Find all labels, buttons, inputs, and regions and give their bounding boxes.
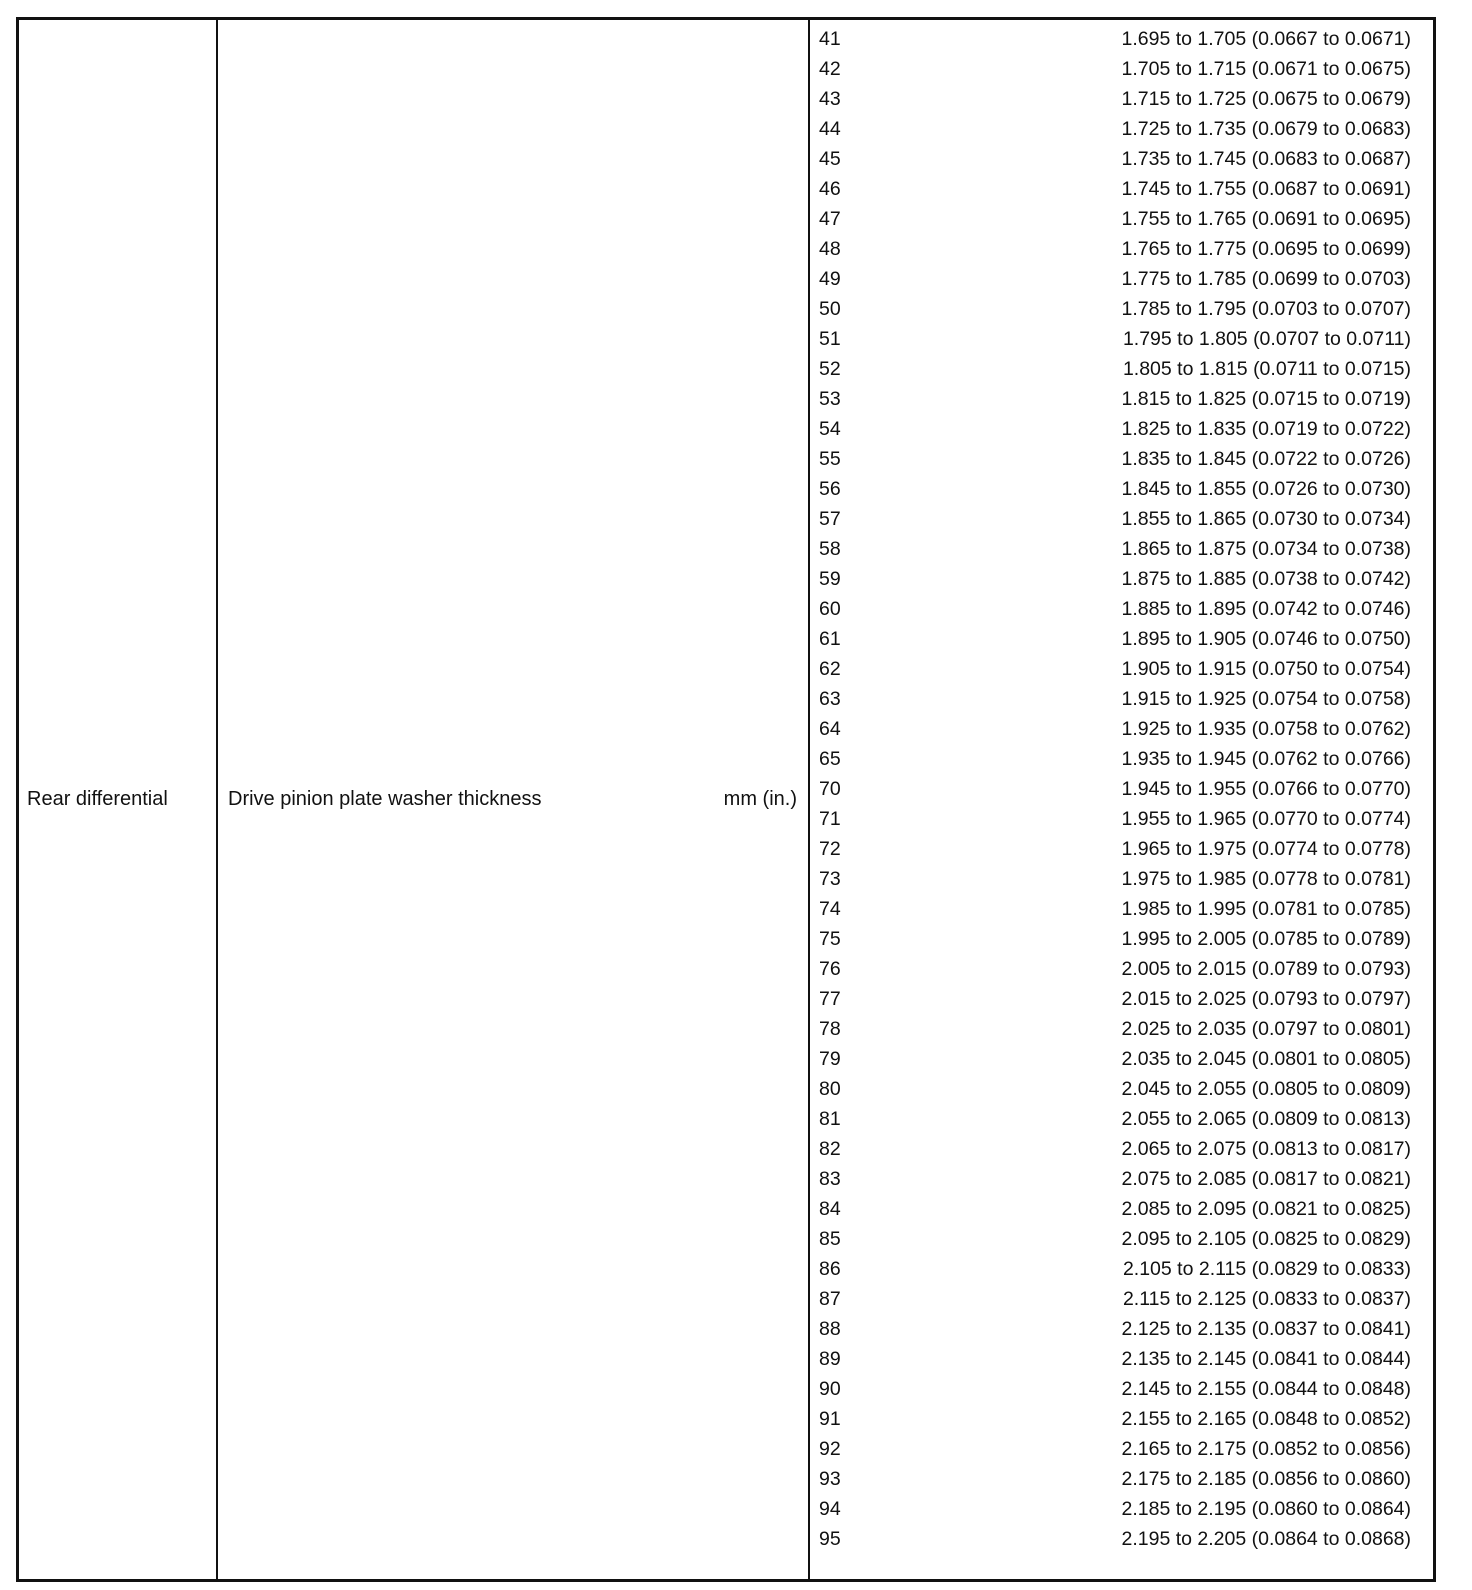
washer-thickness: 1.915 to 1.925 (0.0754 to 0.0758) bbox=[1121, 688, 1411, 710]
washer-row bbox=[810, 984, 1433, 1014]
washer-row bbox=[810, 1014, 1433, 1044]
washer-mark: 80 bbox=[819, 1078, 841, 1100]
washer-row bbox=[810, 744, 1433, 774]
washer-thickness: 1.925 to 1.935 (0.0758 to 0.0762) bbox=[1121, 718, 1411, 740]
washer-row bbox=[810, 804, 1433, 834]
washer-mark: 59 bbox=[819, 568, 841, 590]
washer-thickness: 1.985 to 1.995 (0.0781 to 0.0785) bbox=[1121, 898, 1411, 920]
washer-mark: 53 bbox=[819, 388, 841, 410]
washer-row bbox=[810, 324, 1433, 354]
washer-row bbox=[810, 384, 1433, 414]
component-label: Rear differential bbox=[27, 788, 168, 810]
washer-row bbox=[810, 1344, 1433, 1374]
washer-mark: 93 bbox=[819, 1468, 841, 1490]
washer-mark: 47 bbox=[819, 208, 841, 230]
washer-thickness: 1.705 to 1.715 (0.0671 to 0.0675) bbox=[1121, 58, 1411, 80]
washer-row bbox=[810, 1524, 1433, 1554]
washer-thickness: 1.875 to 1.885 (0.0738 to 0.0742) bbox=[1121, 568, 1411, 590]
washer-mark: 41 bbox=[819, 28, 841, 50]
washer-row bbox=[810, 24, 1433, 54]
washer-mark: 44 bbox=[819, 118, 841, 140]
washer-row bbox=[810, 1224, 1433, 1254]
washer-thickness: 2.025 to 2.035 (0.0797 to 0.0801) bbox=[1121, 1018, 1411, 1040]
washer-thickness: 2.015 to 2.025 (0.0793 to 0.0797) bbox=[1121, 988, 1411, 1010]
washer-mark: 61 bbox=[819, 628, 841, 650]
washer-mark: 81 bbox=[819, 1108, 841, 1130]
washer-mark: 92 bbox=[819, 1438, 841, 1460]
washer-thickness: 1.975 to 1.985 (0.0778 to 0.0781) bbox=[1121, 868, 1411, 890]
washer-thickness: 2.045 to 2.055 (0.0805 to 0.0809) bbox=[1121, 1078, 1411, 1100]
washer-row bbox=[810, 54, 1433, 84]
washer-thickness: 1.825 to 1.835 (0.0719 to 0.0722) bbox=[1121, 418, 1411, 440]
washer-row bbox=[810, 1134, 1433, 1164]
washer-row bbox=[810, 204, 1433, 234]
washer-mark: 94 bbox=[819, 1498, 841, 1520]
washer-mark: 48 bbox=[819, 238, 841, 260]
washer-mark: 50 bbox=[819, 298, 841, 320]
washer-mark: 58 bbox=[819, 538, 841, 560]
washer-thickness: 2.155 to 2.165 (0.0848 to 0.0852) bbox=[1121, 1408, 1411, 1430]
washer-mark: 74 bbox=[819, 898, 841, 920]
washer-thickness: 1.905 to 1.915 (0.0750 to 0.0754) bbox=[1121, 658, 1411, 680]
washer-mark: 54 bbox=[819, 418, 841, 440]
washer-thickness: 2.085 to 2.095 (0.0821 to 0.0825) bbox=[1121, 1198, 1411, 1220]
washer-row bbox=[810, 1374, 1433, 1404]
washer-row bbox=[810, 894, 1433, 924]
washer-mark: 77 bbox=[819, 988, 841, 1010]
washer-thickness: 1.735 to 1.745 (0.0683 to 0.0687) bbox=[1121, 148, 1411, 170]
washer-mark: 75 bbox=[819, 928, 841, 950]
washer-thickness: 1.745 to 1.755 (0.0687 to 0.0691) bbox=[1121, 178, 1411, 200]
washer-mark: 52 bbox=[819, 358, 841, 380]
washer-thickness: 2.095 to 2.105 (0.0825 to 0.0829) bbox=[1121, 1228, 1411, 1250]
washer-mark: 60 bbox=[819, 598, 841, 620]
washer-mark: 79 bbox=[819, 1048, 841, 1070]
washer-row bbox=[810, 864, 1433, 894]
washer-mark: 46 bbox=[819, 178, 841, 200]
washer-row bbox=[810, 714, 1433, 744]
washer-row bbox=[810, 534, 1433, 564]
washer-mark: 84 bbox=[819, 1198, 841, 1220]
washer-mark: 65 bbox=[819, 748, 841, 770]
spec-table bbox=[16, 17, 1436, 1582]
washer-row bbox=[810, 1494, 1433, 1524]
washer-row bbox=[810, 834, 1433, 864]
washer-thickness: 2.135 to 2.145 (0.0841 to 0.0844) bbox=[1121, 1348, 1411, 1370]
washer-thickness: 1.955 to 1.965 (0.0770 to 0.0774) bbox=[1121, 808, 1411, 830]
washer-row bbox=[810, 1074, 1433, 1104]
washer-mark: 90 bbox=[819, 1378, 841, 1400]
washer-row bbox=[810, 564, 1433, 594]
washer-thickness: 2.195 to 2.205 (0.0864 to 0.0868) bbox=[1121, 1528, 1411, 1550]
washer-mark: 87 bbox=[819, 1288, 841, 1310]
washer-row bbox=[810, 1314, 1433, 1344]
washer-thickness: 2.165 to 2.175 (0.0852 to 0.0856) bbox=[1121, 1438, 1411, 1460]
washer-row bbox=[810, 1044, 1433, 1074]
washer-mark: 78 bbox=[819, 1018, 841, 1040]
washer-thickness: 1.845 to 1.855 (0.0726 to 0.0730) bbox=[1121, 478, 1411, 500]
washer-row bbox=[810, 174, 1433, 204]
component-cell bbox=[19, 20, 218, 1579]
washer-thickness: 1.695 to 1.705 (0.0667 to 0.0671) bbox=[1121, 28, 1411, 50]
washer-row bbox=[810, 504, 1433, 534]
washer-row bbox=[810, 1164, 1433, 1194]
washer-row bbox=[810, 414, 1433, 444]
washer-mark: 71 bbox=[819, 808, 841, 830]
washer-row bbox=[810, 954, 1433, 984]
washer-mark: 63 bbox=[819, 688, 841, 710]
washer-row bbox=[810, 1434, 1433, 1464]
washer-row bbox=[810, 264, 1433, 294]
washer-thickness: 2.175 to 2.185 (0.0856 to 0.0860) bbox=[1121, 1468, 1411, 1490]
washer-thickness: 2.065 to 2.075 (0.0813 to 0.0817) bbox=[1121, 1138, 1411, 1160]
washer-thickness: 1.945 to 1.955 (0.0766 to 0.0770) bbox=[1121, 778, 1411, 800]
washer-row bbox=[810, 1194, 1433, 1224]
washer-row bbox=[810, 684, 1433, 714]
washer-mark: 72 bbox=[819, 838, 841, 860]
washer-row bbox=[810, 774, 1433, 804]
washer-thickness: 1.805 to 1.815 (0.0711 to 0.0715) bbox=[1122, 358, 1411, 380]
washer-thickness: 1.835 to 1.845 (0.0722 to 0.0726) bbox=[1121, 448, 1411, 470]
washer-mark: 88 bbox=[819, 1318, 841, 1340]
washer-row bbox=[810, 234, 1433, 264]
washer-thickness: 1.725 to 1.735 (0.0679 to 0.0683) bbox=[1121, 118, 1411, 140]
washer-row bbox=[810, 594, 1433, 624]
item-label: Drive pinion plate washer thickness bbox=[228, 788, 542, 810]
washer-row bbox=[810, 1254, 1433, 1284]
washer-thickness: 1.885 to 1.895 (0.0742 to 0.0746) bbox=[1121, 598, 1411, 620]
washer-thickness: 1.995 to 2.005 (0.0785 to 0.0789) bbox=[1121, 928, 1411, 950]
item-cell bbox=[218, 20, 810, 1579]
washer-row bbox=[810, 654, 1433, 684]
washer-row bbox=[810, 144, 1433, 174]
washer-mark: 91 bbox=[819, 1408, 841, 1430]
washer-row bbox=[810, 354, 1433, 384]
washer-thickness: 2.055 to 2.065 (0.0809 to 0.0813) bbox=[1121, 1108, 1411, 1130]
unit-label: mm (in.) bbox=[723, 788, 797, 810]
washer-mark: 82 bbox=[819, 1138, 841, 1160]
washer-thickness: 1.785 to 1.795 (0.0703 to 0.0707) bbox=[1121, 298, 1411, 320]
washer-thickness: 2.185 to 2.195 (0.0860 to 0.0864) bbox=[1121, 1498, 1411, 1520]
washer-row bbox=[810, 1284, 1433, 1314]
washer-row bbox=[810, 1404, 1433, 1434]
washer-values-cell bbox=[810, 20, 1433, 1579]
washer-mark: 62 bbox=[819, 658, 841, 680]
washer-mark: 83 bbox=[819, 1168, 841, 1190]
washer-thickness: 1.815 to 1.825 (0.0715 to 0.0719) bbox=[1121, 388, 1411, 410]
washer-thickness: 1.895 to 1.905 (0.0746 to 0.0750) bbox=[1121, 628, 1411, 650]
washer-thickness: 1.775 to 1.785 (0.0699 to 0.0703) bbox=[1121, 268, 1411, 290]
washer-row bbox=[810, 444, 1433, 474]
washer-mark: 43 bbox=[819, 88, 841, 110]
washer-mark: 70 bbox=[819, 778, 841, 800]
washer-thickness: 1.765 to 1.775 (0.0695 to 0.0699) bbox=[1121, 238, 1411, 260]
washer-mark: 76 bbox=[819, 958, 841, 980]
washer-row bbox=[810, 924, 1433, 954]
washer-thickness: 1.935 to 1.945 (0.0762 to 0.0766) bbox=[1121, 748, 1411, 770]
washer-thickness: 2.075 to 2.085 (0.0817 to 0.0821) bbox=[1121, 1168, 1411, 1190]
washer-thickness: 1.715 to 1.725 (0.0675 to 0.0679) bbox=[1121, 88, 1411, 110]
washer-mark: 51 bbox=[819, 328, 841, 350]
washer-mark: 86 bbox=[819, 1258, 841, 1280]
washer-mark: 73 bbox=[819, 868, 841, 890]
washer-mark: 49 bbox=[819, 268, 841, 290]
washer-thickness: 2.105 to 2.115 (0.0829 to 0.0833) bbox=[1122, 1258, 1411, 1280]
washer-row bbox=[810, 84, 1433, 114]
washer-row bbox=[810, 474, 1433, 504]
washer-thickness: 1.965 to 1.975 (0.0774 to 0.0778) bbox=[1121, 838, 1411, 860]
washer-mark: 95 bbox=[819, 1528, 841, 1550]
washer-thickness: 2.125 to 2.135 (0.0837 to 0.0841) bbox=[1121, 1318, 1411, 1340]
washer-mark: 42 bbox=[819, 58, 841, 80]
washer-mark: 57 bbox=[819, 508, 841, 530]
washer-thickness: 2.035 to 2.045 (0.0801 to 0.0805) bbox=[1121, 1048, 1411, 1070]
washer-mark: 64 bbox=[819, 718, 841, 740]
washer-thickness: 1.795 to 1.805 (0.0707 to 0.0711) bbox=[1122, 328, 1411, 350]
washer-thickness: 1.855 to 1.865 (0.0730 to 0.0734) bbox=[1121, 508, 1411, 530]
washer-thickness: 2.115 to 2.125 (0.0833 to 0.0837) bbox=[1122, 1288, 1411, 1310]
washer-mark: 55 bbox=[819, 448, 841, 470]
washer-thickness: 2.145 to 2.155 (0.0844 to 0.0848) bbox=[1121, 1378, 1411, 1400]
washer-thickness: 1.865 to 1.875 (0.0734 to 0.0738) bbox=[1121, 538, 1411, 560]
washer-mark: 85 bbox=[819, 1228, 841, 1250]
washer-row bbox=[810, 1464, 1433, 1494]
washer-row bbox=[810, 294, 1433, 324]
washer-mark: 89 bbox=[819, 1348, 841, 1370]
washer-thickness: 2.005 to 2.015 (0.0789 to 0.0793) bbox=[1121, 958, 1411, 980]
washer-thickness: 1.755 to 1.765 (0.0691 to 0.0695) bbox=[1121, 208, 1411, 230]
washer-row bbox=[810, 114, 1433, 144]
washer-row bbox=[810, 1104, 1433, 1134]
washer-mark: 56 bbox=[819, 478, 841, 500]
washer-mark: 45 bbox=[819, 148, 841, 170]
washer-row bbox=[810, 624, 1433, 654]
